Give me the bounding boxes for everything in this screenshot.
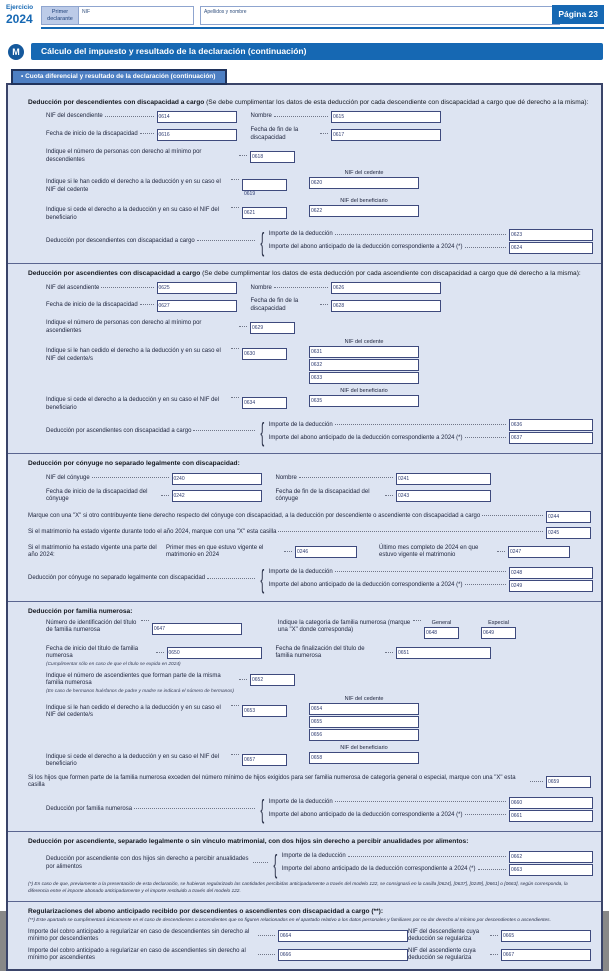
- field-0652[interactable]: 0652: [250, 674, 295, 686]
- field-0247-input[interactable]: [522, 547, 569, 557]
- brace-icon: {: [260, 226, 265, 257]
- field-0249-input[interactable]: [523, 581, 592, 591]
- section-ascendientes-discapacidad: [8, 263, 601, 453]
- field-0662[interactable]: 0662: [509, 851, 593, 863]
- field-0657[interactable]: 0657: [242, 754, 287, 766]
- s4-row-cedido: Indique si le han cedido el derecho a la deducción y en su caso el NIF del cedente/s 0653 NIF del cedente 0654 0655 0656: [46, 696, 591, 741]
- s3-deduccion-row: Deducción por cónyuge no separado legalmente con discapacidad { Importe de la deducción 0248 Importe del abono anticipado de la deducción correspondiente a 2024 (*) 0249: [28, 566, 593, 593]
- s4-title: Deducción por familia numerosa:: [28, 607, 133, 615]
- section-descendientes-discapacidad: [8, 93, 601, 263]
- field-0624[interactable]: 0624: [509, 242, 593, 254]
- field-0647[interactable]: 0647: [152, 623, 242, 635]
- field-0648[interactable]: 0648: [424, 627, 459, 639]
- s4-row-titulo-categoria: Número de identificación del título de familia numerosa 0647 Indique la categoría de familia numerosa (marque una "X" donde corresponda) General 0648 Especial 0649: [46, 620, 591, 639]
- s6-title: Regularizaciones del abono anticipado recibido por descendientes o ascendientes con discapacidad a cargo (**):: [28, 908, 384, 916]
- field-0663[interactable]: 0663: [509, 864, 593, 876]
- field-0241-input[interactable]: [410, 474, 490, 484]
- s4-hermanos-note: (En caso de hermanos huérfanos de padre y madre se indicará el número de hermanos): [46, 688, 234, 694]
- s4-row-cede: Indique si cede el derecho a la deducción y en su caso el NIF del beneficiario 0657 NIF del beneficiario 0658: [46, 745, 591, 769]
- section-m-header: [8, 43, 603, 60]
- section-ascendiente-dos-hijos: [8, 831, 601, 901]
- field-0240-input[interactable]: [186, 474, 261, 484]
- field-0649[interactable]: 0649: [481, 627, 516, 639]
- field-0631-input[interactable]: [323, 347, 418, 357]
- field-0660-input[interactable]: [523, 798, 592, 808]
- field-0630[interactable]: 0630: [242, 348, 287, 360]
- field-0616[interactable]: 0616: [157, 129, 237, 141]
- field-0635[interactable]: 0635: [309, 395, 419, 407]
- field-0622-input[interactable]: [323, 206, 418, 216]
- ejercicio-year: 2024: [6, 11, 33, 26]
- field-0632[interactable]: 0632: [309, 359, 419, 371]
- nif-field-label: NIF: [82, 9, 91, 15]
- s1-row-fechas: [46, 127, 591, 142]
- field-0653[interactable]: 0653: [242, 705, 287, 717]
- field-0648-input[interactable]: [438, 628, 458, 638]
- field-0242-input[interactable]: [186, 491, 261, 501]
- primer-declarante-label: Primer declarante: [41, 6, 79, 25]
- field-0626-input[interactable]: [345, 283, 440, 293]
- field-0666[interactable]: 0666: [278, 949, 408, 961]
- ejercicio-block: [6, 5, 33, 25]
- field-0629[interactable]: 0629: [250, 322, 295, 334]
- field-0650-input[interactable]: [181, 648, 261, 658]
- field-0633[interactable]: 0633: [309, 372, 419, 384]
- s1-nif-cedente-col: NIF del cedente 0620: [309, 170, 419, 189]
- brace-icon: {: [260, 416, 265, 447]
- field-0632-input[interactable]: [323, 360, 418, 370]
- field-0661-input[interactable]: [523, 811, 592, 821]
- field-0658-input[interactable]: [323, 753, 418, 763]
- footnote-asterisk: (*) En caso de que, previamente a la presentación de esta declaración, se hubieran regularizado las cantidades percibidas anticipadamente a través del modelo 122, se consignará en la casilla [0624], [0637], [0249], [0661] o [0663], según corresponda, la diferencia entre el importe abonado anticipadamente y el importe restituido a través del modelo 122.: [28, 882, 568, 894]
- s1-fini-label: Fecha de inicio de la discapacidad: [46, 130, 138, 137]
- field-0661[interactable]: 0661: [509, 810, 593, 822]
- field-0243[interactable]: 0243: [396, 490, 491, 502]
- s3-row-otro-contribuyente: Marque con una "X" si otro contribuyente tiene derecho respecto del cónyuge con discapacidad, a la deducción por descendiente o ascendiente con discapacidad a cargo 0244: [28, 511, 591, 523]
- s2-row-cede: Indique si cede el derecho a la deducción y en su caso el NIF del beneficiario 0634 NIF del beneficiario 0635: [46, 388, 591, 412]
- field-0657-input[interactable]: [256, 755, 286, 765]
- field-0633-input[interactable]: [323, 373, 418, 383]
- field-0617[interactable]: 0617: [331, 129, 441, 141]
- s6-row-ascendientes: Importe del cobro anticipado a regularizar en caso de ascendientes sin derecho al mínimo por ascendientes 0666 NIF del ascendiente cuya deducción se regulariza 0667: [28, 948, 591, 963]
- field-0652-input[interactable]: [264, 675, 294, 685]
- field-0246-input[interactable]: [309, 547, 356, 557]
- field-0614-input[interactable]: [171, 112, 236, 122]
- field-0242[interactable]: 0242: [172, 490, 262, 502]
- s2-row-num-personas: Indique el número de personas con derecho al mínimo por ascendientes 0629: [46, 320, 591, 335]
- header-divider: [41, 27, 604, 29]
- s1-nombre-label: Nombre: [250, 113, 272, 120]
- field-0663-input[interactable]: [523, 865, 592, 875]
- ejercicio-label: Ejercicio: [6, 4, 34, 11]
- field-0244[interactable]: 0244: [546, 511, 591, 523]
- brace-icon: {: [260, 794, 265, 825]
- section-conyuge-discapacidad: [8, 453, 601, 600]
- field-0241[interactable]: 0241: [396, 473, 491, 485]
- field-0618[interactable]: 0618: [250, 151, 295, 163]
- field-0615-input[interactable]: [345, 112, 440, 122]
- field-0619-input[interactable]: [256, 189, 286, 190]
- field-0637-input[interactable]: [523, 433, 592, 443]
- field-0654[interactable]: 0654: [309, 703, 419, 715]
- apellidos-field[interactable]: [200, 6, 560, 25]
- field-0623[interactable]: 0623: [509, 229, 593, 241]
- field-0244-input[interactable]: [560, 512, 590, 522]
- s2-deduccion-row: Deducción por ascendientes con discapacidad a cargo { Importe de la deducción 0636 Importe del abono anticipado de la deducción correspondiente a 2024 (*) 0637: [46, 418, 593, 445]
- field-0627[interactable]: 0627: [157, 300, 237, 312]
- brace-icon: {: [260, 564, 265, 595]
- s4-fecha-note: (Cumplimentar sólo en caso de que el título se expida en 2024): [46, 661, 181, 667]
- field-0620[interactable]: 0620: [309, 177, 419, 189]
- field-0615[interactable]: 0615: [331, 111, 441, 123]
- field-0630-input[interactable]: [256, 349, 286, 359]
- field-0659[interactable]: 0659: [546, 776, 591, 788]
- s1-nif-beneficiario-col: NIF del beneficiario 0622: [309, 198, 419, 217]
- field-0625-input[interactable]: [171, 283, 236, 293]
- s1-row-cedido: Indique si le han cedido el derecho a la deducción y en su caso el NIF del cedente 0619 NIF del cedente 0620: [46, 170, 591, 194]
- s2-title: Deducción por ascendientes con discapacidad a cargo (Se debe cumplimentar los datos de esta deducción por cada ascendiente con discapacidad a cargo que dé derecho a la misma):: [28, 270, 581, 278]
- s2-row-cedido: Indique si le han cedido el derecho a la deducción y en su caso el NIF del cedente/s 0630 NIF del cedente 0631 0632 0633: [46, 339, 591, 384]
- field-0245-input[interactable]: [560, 528, 590, 538]
- field-0620-input[interactable]: [323, 178, 418, 188]
- s1-row-num-personas: Indique el número de personas con derecho al mínimo por descendientes 0618: [46, 149, 591, 164]
- field-0614[interactable]: 0614: [157, 111, 237, 123]
- field-0248-input[interactable]: [523, 568, 592, 578]
- field-0651-input[interactable]: [410, 648, 490, 658]
- field-0664[interactable]: 0664: [278, 930, 408, 942]
- field-0654-input[interactable]: [323, 704, 418, 714]
- field-0637[interactable]: 0637: [509, 432, 593, 444]
- field-0627-input[interactable]: [171, 301, 236, 311]
- field-0617-input[interactable]: [345, 130, 440, 140]
- page-number-badge: Página 23: [552, 5, 604, 24]
- s1-title: Deducción por descendientes con discapacidad a cargo (Se debe cumplimentar los datos de esta deducción por cada descendiente con discapacidad a cargo que dé derecho a la misma):: [28, 99, 589, 106]
- s1-deduccion-row: Deducción por descendientes con discapacidad a cargo { Importe de la deducción 0623 Importe del abono anticipado de la deducción correspondiente a 2024 (*) 0624: [46, 228, 593, 255]
- field-0649-input[interactable]: [495, 628, 515, 638]
- s3-row-nif-nombre: NIF del cónyuge 0240 Nombre 0241: [46, 473, 591, 485]
- nif-field[interactable]: [79, 6, 194, 25]
- field-0655-input[interactable]: [323, 717, 418, 727]
- s1-ffin-label: Fecha de fin de la discapacidad: [250, 127, 299, 141]
- s5-title: Deducción por ascendiente, separado legalmente o sin vínculo matrimonial, con dos hijos sin derecho a percibir anualidades por alimentos:: [28, 837, 469, 845]
- field-0625[interactable]: 0625: [157, 282, 237, 294]
- apellidos-field-label: Apellidos y nombre: [204, 9, 247, 15]
- field-0616-input[interactable]: [171, 130, 236, 140]
- s2-nif-beneficiario-col: NIF del beneficiario 0635: [309, 388, 419, 407]
- field-0665-input[interactable]: [515, 931, 590, 941]
- s2-row-fechas: Fecha de inicio de la discapacidad 0627 Fecha de fin de la discapacidad 0628: [46, 298, 591, 313]
- page-header: [3, 3, 606, 33]
- field-0631[interactable]: 0631: [309, 346, 419, 358]
- field-0664-input[interactable]: [292, 931, 407, 941]
- section-m-letter-icon: M: [8, 44, 24, 60]
- s3-row-parte-ano: Si el matrimonio ha estado vigente una parte del año 2024: Primer mes en que estuvo vigente el matrimonio en 2024 0246 Último mes completo de 2024 en que estuvo vigente el matrimonio 0247: [28, 545, 591, 560]
- field-0656[interactable]: 0656: [309, 729, 419, 741]
- field-0660[interactable]: 0660: [509, 797, 593, 809]
- field-0621[interactable]: 0621: [242, 207, 287, 219]
- s4-row-num-ascendientes: Indique el número de ascendientes que forman parte de la misma familia numerosa 0652: [46, 673, 591, 688]
- s1-row-cede: Indique si cede el derecho a la deducción y en su caso el NIF del beneficiario 0621 NIF del beneficiario 0622: [46, 198, 591, 222]
- field-0245[interactable]: 0245: [546, 527, 591, 539]
- field-0656-input[interactable]: [323, 730, 418, 740]
- field-0650[interactable]: 0650: [167, 647, 262, 659]
- declarant-fields: [41, 6, 560, 25]
- field-0628-input[interactable]: [345, 301, 440, 311]
- field-0247[interactable]: 0247: [508, 546, 570, 558]
- field-0635-input[interactable]: [323, 396, 418, 406]
- s4-general-col: General 0648: [424, 620, 459, 639]
- section-regularizaciones: [8, 901, 601, 969]
- field-0240[interactable]: 0240: [172, 473, 262, 485]
- field-0666-input[interactable]: [292, 950, 407, 960]
- s3-row-todo-ano: Si el matrimonio ha estado vigente durante todo el año 2024, marque con una "X" esta casilla 0245: [28, 527, 591, 539]
- field-0634-input[interactable]: [256, 398, 286, 408]
- s6-row-descendientes: Importe del cobro anticipado a regularizar en caso de descendientes sin derecho al mínimo por descendientes 0664 NIF del descendiente cuya deducción se regulariza 0665: [28, 929, 591, 944]
- field-0243-input[interactable]: [410, 491, 490, 501]
- field-0628[interactable]: 0628: [331, 300, 441, 312]
- field-0647-input[interactable]: [166, 624, 241, 634]
- footnote-double-asterisk: (**) Este apartado se cumplimentará únicamente en el caso de descendientes o ascendientes que no figuren relacionados en el apartado relativo a los datos personales y familiares por no dar derecho al mínimo por descendientes o ascendientes.: [28, 918, 551, 924]
- field-0636[interactable]: 0636: [509, 419, 593, 431]
- field-0653-input[interactable]: [256, 706, 286, 716]
- subsection-title: • Cuota diferencial y resultado de la declaración (continuación): [11, 69, 227, 85]
- field-0636-input[interactable]: [523, 420, 592, 430]
- field-0246[interactable]: 0246: [295, 546, 357, 558]
- s3-row-fechas: Fecha de inicio de la discapacidad del cónyuge 0242 Fecha de fin de la discapacidad del cónyuge 0243: [46, 489, 591, 504]
- field-0655[interactable]: 0655: [309, 716, 419, 728]
- s3-title: Deducción por cónyuge no separado legalmente con discapacidad:: [28, 460, 240, 468]
- s1-nif-label: NIF del descendiente: [46, 113, 103, 120]
- s2-nif-cedente-col: NIF del cedente 0631 0632 0633: [309, 339, 419, 384]
- s4-row-exceden: Si los hijos que formen parte de la familia numerosa exceden del número mínimo de hijos exigidos para ser familia numerosa de categoría general o especial, marque con una "X" esta casilla 0659: [28, 775, 591, 790]
- field-0658[interactable]: 0658: [309, 752, 419, 764]
- field-0651[interactable]: 0651: [396, 647, 491, 659]
- brace-icon: {: [273, 848, 278, 879]
- field-0621-input[interactable]: [256, 208, 286, 218]
- s4-nif-cedente-col: NIF del cedente 0654 0655 0656: [309, 696, 419, 741]
- field-0622[interactable]: 0622: [309, 205, 419, 217]
- form-body: [6, 83, 603, 971]
- field-0667[interactable]: 0667: [501, 949, 591, 961]
- s4-especial-col: Especial 0649: [481, 620, 516, 639]
- s2-row-nif-nombre: NIF del ascendiente 0625 Nombre 0626: [46, 282, 591, 294]
- s4-deduccion-row: Deducción por familia numerosa { Importe de la deducción 0660 Importe del abono anticipado de la deducción correspondiente a 2024 (*) 0661: [46, 796, 593, 823]
- section-m-title: Cálculo del impuesto y resultado de la declaración (continuación): [31, 43, 603, 60]
- field-0248[interactable]: 0248: [509, 567, 593, 579]
- field-0623-input[interactable]: [523, 230, 592, 240]
- s4-row-fechas: Fecha de inicio del título de familia numerosa 0650 Fecha de finalización del título de familia numerosa 0651: [46, 646, 591, 661]
- s5-deduccion-row: Deducción por ascendiente con dos hijos sin derecho a percibir anualidades por alimentos { Importe de la deducción 0662 Importe del abono anticipado de la deducción correspondiente a 2024 (*) 0663: [46, 850, 593, 877]
- field-0618-input[interactable]: [264, 152, 294, 162]
- s1-row-nif-nombre: [46, 111, 591, 123]
- field-0629-input[interactable]: [264, 323, 294, 333]
- field-0665[interactable]: 0665: [501, 930, 591, 942]
- field-0667-input[interactable]: [515, 950, 590, 960]
- s4-nif-beneficiario-col: NIF del beneficiario 0658: [309, 745, 419, 764]
- field-0662-input[interactable]: [523, 852, 592, 862]
- field-0249[interactable]: 0249: [509, 580, 593, 592]
- field-0659-input[interactable]: [560, 777, 590, 787]
- section-familia-numerosa: [8, 601, 601, 831]
- field-0619[interactable]: 0619: [242, 179, 287, 191]
- field-0624-input[interactable]: [523, 243, 592, 253]
- field-0634[interactable]: 0634: [242, 397, 287, 409]
- field-0626[interactable]: 0626: [331, 282, 441, 294]
